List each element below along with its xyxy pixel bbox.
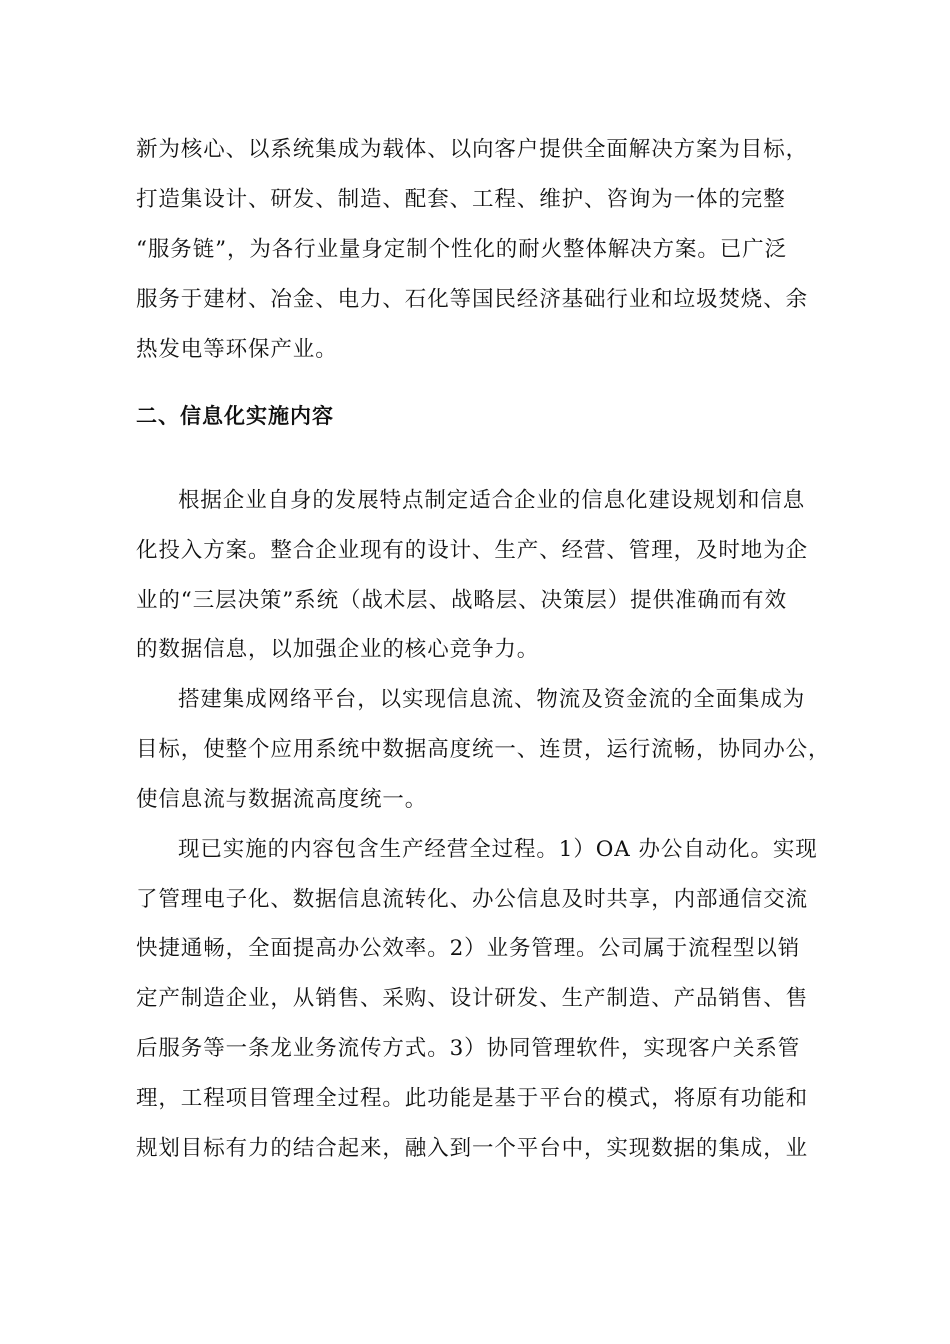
text-line: 使信息流与数据流高度统一。 bbox=[136, 787, 428, 812]
text-line: 定产制造企业，从销售、采购、设计研发、生产制造、产品销售、售 bbox=[136, 986, 809, 1011]
text-line: 了管理电子化、数据信息流转化、办公信息及时共享，内部通信交流 bbox=[136, 887, 809, 912]
text-line: 业的“三层决策”系统（战术层、战略层、决策层）提供准确而有效 bbox=[136, 588, 787, 613]
text-line: 搭建集成网络平台，以实现信息流、物流及资金流的全面集成为 bbox=[178, 687, 806, 712]
text-line: 理，工程项目管理全过程。此功能是基于平台的模式，将原有功能和 bbox=[136, 1086, 809, 1111]
text-line: 的数据信息，以加强企业的核心竞争力。 bbox=[136, 637, 540, 662]
text-line: 后服务等一条龙业务流传方式。3）协同管理软件，实现客户关系管 bbox=[136, 1036, 801, 1061]
text-line: 规划目标有力的结合起来，融入到一个平台中，实现数据的集成，业 bbox=[136, 1136, 809, 1161]
text-line: 目标，使整个应用系统中数据高度统一、连贯，运行流畅，协同办公， bbox=[136, 737, 831, 762]
text-line: 快捷通畅，全面提高办公效率。2）业务管理。公司属于流程型以销 bbox=[136, 936, 801, 961]
text-line: 现已实施的内容包含生产经营全过程。1）OA 办公自动化。实现 bbox=[178, 837, 818, 862]
text-line: 根据企业自身的发展特点制定适合企业的信息化建设规划和信息 bbox=[178, 488, 806, 513]
text-line: 热发电等环保产业。 bbox=[136, 337, 338, 362]
text-line: 化投入方案。整合企业现有的设计、生产、经营、管理，及时地为企 bbox=[136, 538, 809, 563]
text-line: 打造集设计、研发、制造、配套、工程、维护、咨询为一体的完整 bbox=[136, 187, 786, 212]
text-line: 服务于建材、冶金、电力、石化等国民经济基础行业和垃圾焚烧、余 bbox=[136, 287, 809, 312]
section-heading: 二、信息化实施内容 bbox=[136, 404, 334, 428]
text-line: 新为核心、以系统集成为载体、以向客户提供全面解决方案为目标， bbox=[136, 137, 809, 162]
text-line: “服务链”，为各行业量身定制个性化的耐火整体解决方案。已广泛 bbox=[136, 237, 787, 262]
